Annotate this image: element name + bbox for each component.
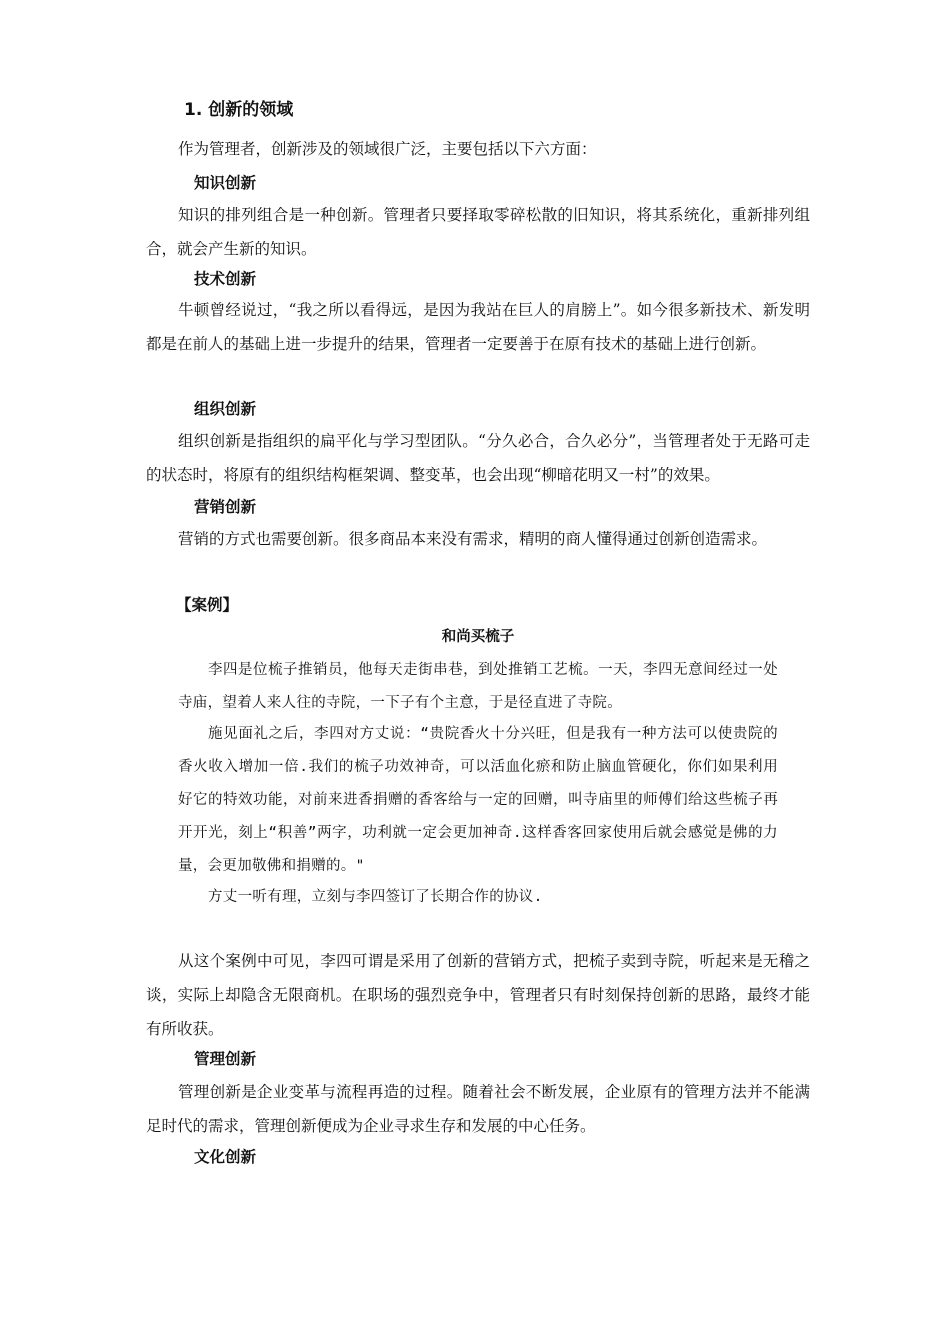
- marketing-innovation-body: 营销的方式也需要创新。很多商品本来没有需求，精明的商人懂得通过创新创造需求。: [178, 530, 768, 548]
- technology-innovation-title: 技术创新: [194, 270, 257, 288]
- management-innovation-title: 管理创新: [194, 1050, 257, 1068]
- case-conclusion: 从这个案例中可见，李四可谓是采用了创新的营销方式，把梳子卖到寺院，听起来是无稽之谈，实际上却隐含无限商机。在职场的强烈竞争中，管理者只有时刻保持创新的思路，最终才能有所收获。: [146, 952, 810, 1038]
- case-paragraph-1: 李四是位梳子推销员，他每天走街串巷，到处推销工艺梳。一天，李四无意间经过一处寺庙，望着人来人往的寺院，一下子有个主意，于是径直进了寺院。: [178, 662, 778, 711]
- knowledge-innovation-body: 知识的排列组合是一种创新。管理者只要择取零碎松散的旧知识，将其系统化，重新排列组合，就会产生新的知识。: [146, 206, 810, 258]
- case-label: 【案例】: [176, 596, 239, 614]
- case-paragraph-2: 施见面礼之后，李四对方丈说：“贵院香火十分兴旺，但是我有一种方法可以使贵院的香火收入增加一倍.我们的梳子功效神奇，可以活血化瘀和防止脑血管硬化，你们如果利用好它的特效功能，对前来进香捐赠的香客给与一定的回赠，叫寺庙里的师傅们给这些梳子再开开光，刻上“积善”两字，功利就一定会更加神奇.这样香客回家使用后就会感觉是佛的力量，会更加敬佛和捐赠的。": [178, 726, 778, 874]
- section-intro: 作为管理者，创新涉及的领域很广泛，主要包括以下六方面：: [178, 140, 597, 158]
- case-title: 和尚买梳子: [441, 629, 515, 645]
- case-paragraph-3: 方丈一听有理，立刻与李四签订了长期合作的协议.: [208, 889, 543, 905]
- section-heading: 1. 创新的领域: [184, 100, 294, 120]
- marketing-innovation-title: 营销创新: [194, 498, 257, 516]
- technology-innovation-body: 牛顿曾经说过，“我之所以看得远，是因为我站在巨人的肩膀上”。如今很多新技术、新发明都是在前人的基础上进一步提升的结果，管理者一定要善于在原有技术的基础上进行创新。: [146, 301, 810, 353]
- organization-innovation-body: 组织创新是指组织的扁平化与学习型团队。“分久必合，合久必分”，当管理者处于无路可走的状态时，将原有的组织结构框架调、整变革，也会出现“柳暗花明又一村”的效果。: [146, 432, 810, 484]
- culture-innovation-title: 文化创新: [194, 1148, 257, 1166]
- organization-innovation-title: 组织创新: [194, 400, 257, 418]
- knowledge-innovation-title: 知识创新: [194, 174, 257, 192]
- management-innovation-body: 管理创新是企业变革与流程再造的过程。随着社会不断发展，企业原有的管理方法并不能满足时代的需求，管理创新便成为企业寻求生存和发展的中心任务。: [146, 1083, 810, 1135]
